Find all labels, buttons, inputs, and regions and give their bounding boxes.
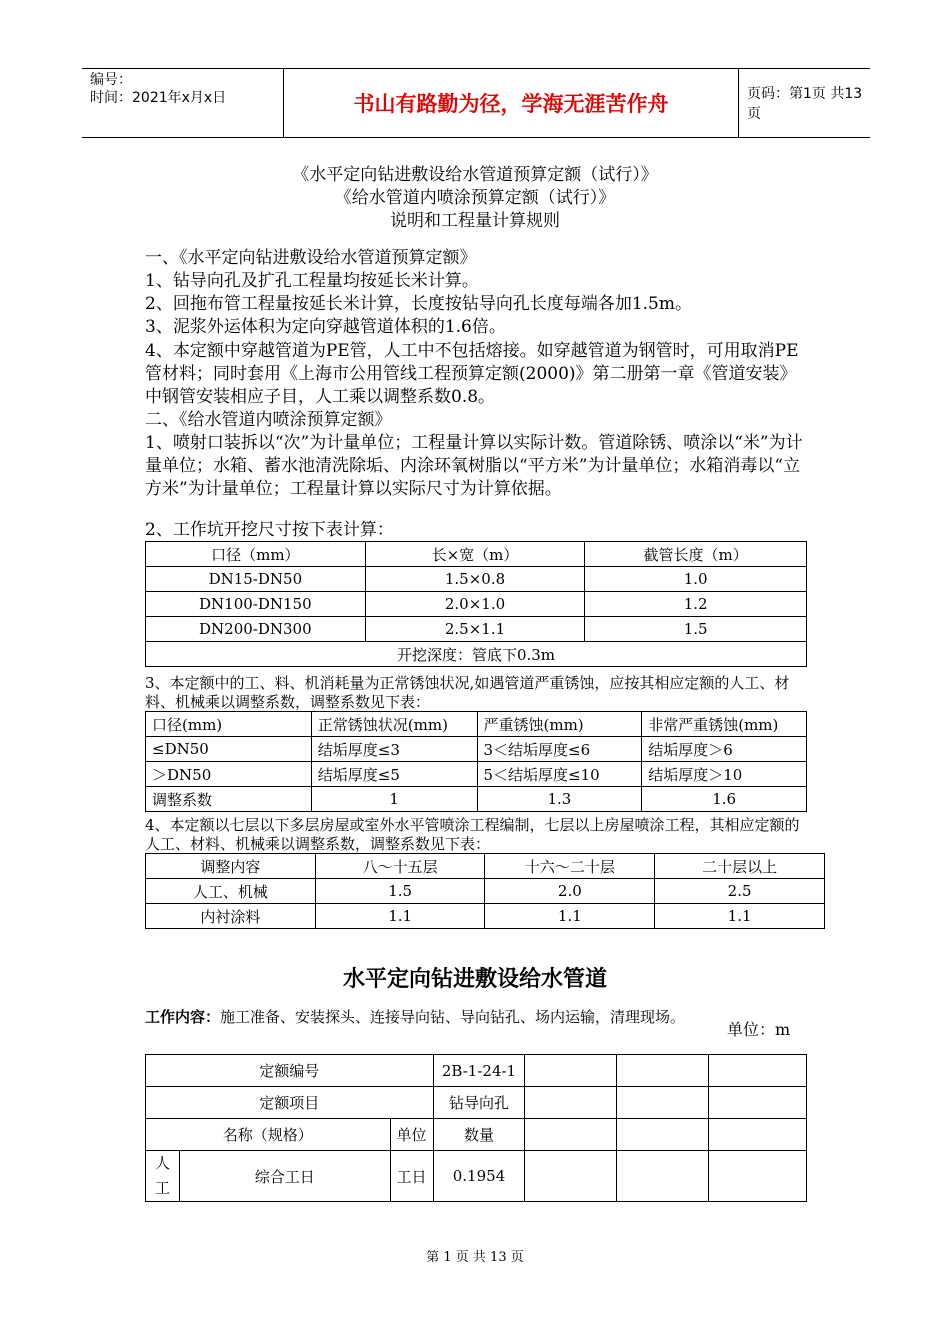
quota-no: 2B-1-24-1 bbox=[433, 1055, 525, 1087]
table-cell: 2.5×1.1 bbox=[365, 617, 585, 642]
table-header: 截管长度（m） bbox=[585, 542, 807, 567]
table-cell: 0.1954 bbox=[433, 1151, 525, 1202]
table-header: 非常严重锈蚀(mm) bbox=[642, 712, 807, 737]
table-cell: DN100-DN150 bbox=[146, 592, 366, 617]
table-header: 口径（mm） bbox=[146, 542, 366, 567]
paragraph: 4、本定额中穿越管道为PE管，人工中不包括熔接。如穿越管道为钢管时，可用取消PE管材料；同时套用《上海市公用管线工程预算定额(2000)》第二册第一章《管道安装》中钢管安装相应子目，人工乘以调整系数0.8。 bbox=[145, 341, 799, 407]
table-cell: ＞DN50 bbox=[146, 762, 312, 787]
paragraph: 2、回拖布管工程量按延长米计算，长度按钻导向孔长度每端各加1.5m。 bbox=[145, 294, 692, 314]
quota-item: 钻导向孔 bbox=[433, 1087, 525, 1119]
table-header: 长×宽（m） bbox=[365, 542, 585, 567]
doc-title-3: 说明和工程量计算规则 bbox=[390, 211, 560, 231]
page-footer: 第 1 页 共 13 页 bbox=[426, 1250, 524, 1265]
paragraph: 2、工作坑开挖尺寸按下表计算： bbox=[145, 520, 394, 540]
table-header-row bbox=[146, 1119, 807, 1151]
floor-coefficient-table bbox=[145, 853, 825, 929]
table-cell: 3＜结垢厚度≤6 bbox=[477, 737, 642, 762]
table-cell: 2.5 bbox=[655, 879, 825, 904]
corrosion-table bbox=[145, 711, 807, 812]
paragraph: 一、《水平定向钻进敷设给水管道预算定额》 bbox=[145, 248, 477, 268]
table-row bbox=[146, 1055, 807, 1087]
group-label: 人工 bbox=[146, 1151, 180, 1202]
table-cell: 1.5 bbox=[315, 879, 485, 904]
table-header: 口径(mm) bbox=[146, 712, 312, 737]
header-motto: 书山有路勤为径，学海无涯苦作舟 bbox=[283, 69, 739, 137]
table-cell bbox=[525, 1119, 617, 1151]
table-row bbox=[146, 787, 807, 812]
work-content-text: 施工准备、安装探头、连接导向钻、导向钻孔、场内运输，清理现场。 bbox=[220, 1008, 686, 1026]
table-header: 十六～二十层 bbox=[485, 854, 655, 879]
table-row bbox=[146, 1151, 807, 1202]
work-content bbox=[145, 1006, 715, 1028]
table-cell: 1.5 bbox=[585, 617, 807, 642]
table-row bbox=[146, 617, 807, 642]
table-cell bbox=[617, 1151, 709, 1202]
paragraph: 1、喷射口装拆以“次”为计量单位；工程量计算以实际计数。管道除锈、喷涂以“米”为计量单位；水箱、蓄水池清洗除垢、内涂环氧树脂以“平方米”为计量单位；水箱消毒以“立方米”为计量单位；工程量计算以实际尺寸为计算依据。 bbox=[145, 433, 803, 499]
table-cell: 5＜结垢厚度≤10 bbox=[477, 762, 642, 787]
table-header: 名称（规格） bbox=[146, 1119, 391, 1151]
page-header bbox=[82, 68, 870, 138]
table-cell: 结垢厚度≤5 bbox=[311, 762, 477, 787]
table-header-row bbox=[146, 542, 807, 567]
table-cell: 1.1 bbox=[655, 904, 825, 929]
table-row bbox=[146, 737, 807, 762]
table-row bbox=[146, 1087, 807, 1119]
table-cell bbox=[617, 1055, 709, 1087]
table-cell bbox=[617, 1087, 709, 1119]
table-cell: 1.0 bbox=[585, 567, 807, 592]
quota-no-label: 定额编号 bbox=[146, 1055, 434, 1087]
quota-table bbox=[145, 1054, 807, 1202]
table-row bbox=[146, 567, 807, 592]
paragraph: 3、本定额中的工、料、机消耗量为正常锈蚀状况,如遇管道严重锈蚀，应按其相应定额的人工、材料、机械乘以调整系数，调整系数见下表： bbox=[145, 674, 790, 711]
table-footer-row bbox=[146, 642, 807, 667]
table-cell bbox=[709, 1151, 807, 1202]
table-cell: 结垢厚度≤3 bbox=[311, 737, 477, 762]
header-meta bbox=[82, 69, 283, 137]
table-cell: 工日 bbox=[390, 1151, 433, 1202]
unit-label: 单位：m bbox=[727, 1020, 791, 1039]
table-header: 数量 bbox=[433, 1119, 525, 1151]
paragraph: 3、泥浆外运体积为定向穿越管道体积的1.6倍。 bbox=[145, 317, 506, 337]
table-cell bbox=[709, 1055, 807, 1087]
table-header: 调整内容 bbox=[146, 854, 316, 879]
doc-title-2: 《给水管道内喷涂预算定额（试行）》 bbox=[334, 188, 616, 208]
table-cell bbox=[525, 1055, 617, 1087]
table-cell bbox=[709, 1119, 807, 1151]
table-row bbox=[146, 879, 825, 904]
header-page-info: 页码：第1页 共13页 bbox=[747, 86, 863, 122]
table-cell: DN200-DN300 bbox=[146, 617, 366, 642]
table-cell: 1.6 bbox=[642, 787, 807, 812]
quota-item-label: 定额项目 bbox=[146, 1087, 434, 1119]
pit-size-table bbox=[145, 541, 807, 667]
table-cell: 1.5×0.8 bbox=[365, 567, 585, 592]
table-cell: DN15-DN50 bbox=[146, 567, 366, 592]
paragraph: 4、本定额以七层以下多层房屋或室外水平管喷涂工程编制，七层以上房屋喷涂工程，其相应定额的人工、材料、机械乘以调整系数，调整系数见下表： bbox=[145, 816, 800, 853]
table-cell: 结垢厚度＞10 bbox=[642, 762, 807, 787]
table-footer: 开挖深度：管底下0.3m bbox=[146, 642, 807, 667]
header-date: 时间：2021年x月x日 bbox=[90, 90, 227, 106]
paragraph: 二、《给水管道内喷涂预算定额》 bbox=[145, 410, 392, 430]
table-cell bbox=[525, 1087, 617, 1119]
section-title: 水平定向钻进敷设给水管道 bbox=[342, 967, 607, 992]
table-header-row bbox=[146, 712, 807, 737]
table-cell: 1.2 bbox=[585, 592, 807, 617]
table-cell: 内衬涂料 bbox=[146, 904, 316, 929]
table-cell bbox=[709, 1087, 807, 1119]
table-header: 二十层以上 bbox=[655, 854, 825, 879]
table-cell: 1 bbox=[311, 787, 477, 812]
table-cell: 调整系数 bbox=[146, 787, 312, 812]
table-cell: 1.1 bbox=[315, 904, 485, 929]
table-cell: 结垢厚度＞6 bbox=[642, 737, 807, 762]
table-cell bbox=[617, 1119, 709, 1151]
table-header: 单位 bbox=[390, 1119, 433, 1151]
work-content-label: 工作内容： bbox=[145, 1008, 221, 1026]
doc-title-1: 《水平定向钻进敷设给水管道预算定额（试行）》 bbox=[292, 165, 658, 185]
paragraph: 1、钻导向孔及扩孔工程量均按延长米计算。 bbox=[145, 271, 479, 291]
table-header: 正常锈蚀状况(mm) bbox=[311, 712, 477, 737]
table-header: 严重锈蚀(mm) bbox=[477, 712, 642, 737]
header-number: 编号： bbox=[90, 72, 132, 88]
table-cell bbox=[525, 1151, 617, 1202]
table-header-row bbox=[146, 854, 825, 879]
table-cell: 2.0 bbox=[485, 879, 655, 904]
table-cell: 人工、机械 bbox=[146, 879, 316, 904]
table-cell: 综合工日 bbox=[179, 1151, 390, 1202]
table-row bbox=[146, 592, 807, 617]
table-row bbox=[146, 904, 825, 929]
table-cell: 1.3 bbox=[477, 787, 642, 812]
table-cell: ≤DN50 bbox=[146, 737, 312, 762]
table-header: 八～十五层 bbox=[315, 854, 485, 879]
table-cell: 1.1 bbox=[485, 904, 655, 929]
table-cell: 2.0×1.0 bbox=[365, 592, 585, 617]
table-row bbox=[146, 762, 807, 787]
